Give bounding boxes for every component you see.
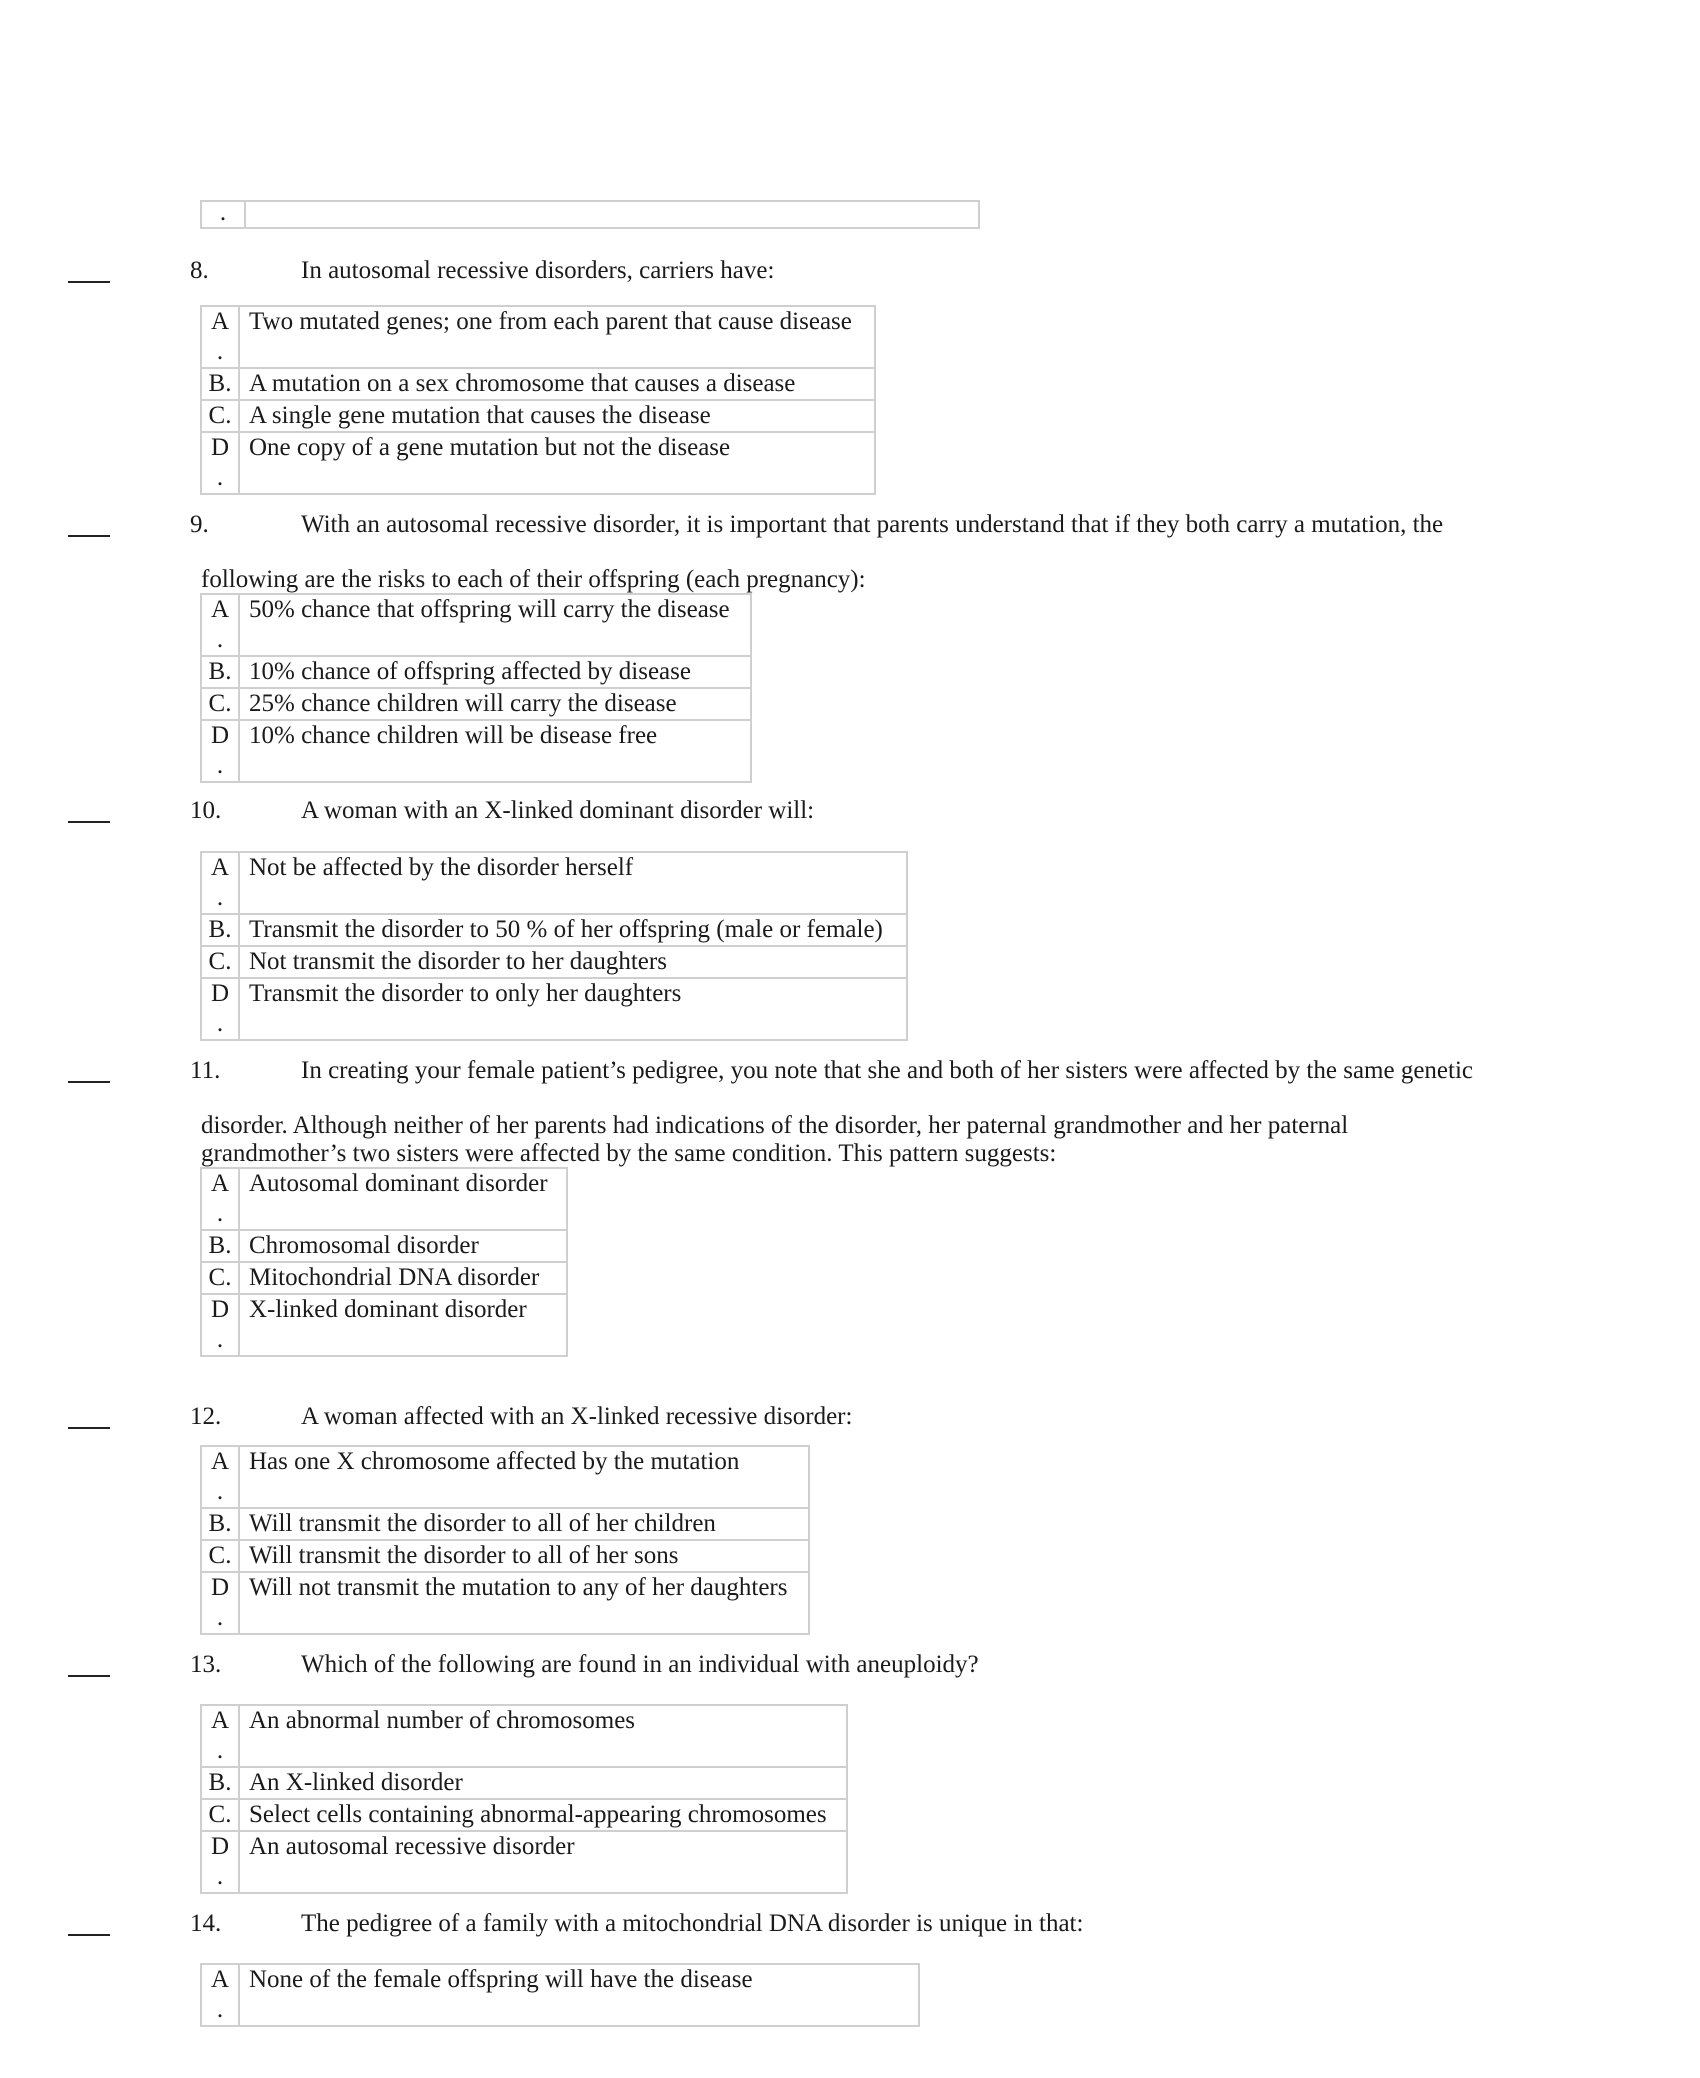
option-letter: B. xyxy=(201,1508,239,1540)
option-text: One copy of a gene mutation but not the disease xyxy=(239,432,875,494)
question-text-continuation: grandmother’s two sisters were affected by the same condition. This pattern suggests: xyxy=(201,1140,1057,1167)
option-text: Not be affected by the disorder herself xyxy=(239,852,907,914)
options-table xyxy=(200,851,908,1041)
option-letter: A . xyxy=(201,1168,239,1230)
question-number: 9. xyxy=(190,511,209,538)
option-letter: D . xyxy=(201,1572,239,1634)
answer-blank[interactable] xyxy=(68,1934,110,1936)
question-text: With an autosomal recessive disorder, it is important that parents understand that if they both carry a mutation, the xyxy=(301,511,1444,538)
question-text: In autosomal recessive disorders, carriers have: xyxy=(301,257,775,284)
question-number: 8. xyxy=(190,257,209,284)
option-letter: C. xyxy=(201,946,239,978)
option-text: None of the female offspring will have the disease xyxy=(239,1964,919,2026)
option-text: An abnormal number of chromosomes xyxy=(239,1705,847,1767)
question-number: 13. xyxy=(190,1651,222,1678)
option-text: Will not transmit the mutation to any of her daughters xyxy=(239,1572,809,1634)
question-text: A woman with an X-linked dominant disorder will: xyxy=(301,797,815,824)
answer-blank[interactable] xyxy=(68,1427,110,1429)
answer-blank[interactable] xyxy=(68,1675,110,1677)
previous-options-table-fragment xyxy=(200,200,980,229)
option-letter: D . xyxy=(201,720,239,782)
option-letter: C. xyxy=(201,688,239,720)
answer-blank[interactable] xyxy=(68,535,110,537)
option-letter: C. xyxy=(201,1540,239,1572)
option-text: A mutation on a sex chromosome that causes a disease xyxy=(239,368,875,400)
option-text: Will transmit the disorder to all of her children xyxy=(239,1508,809,1540)
option-letter: A . xyxy=(201,306,239,368)
option-letter: A . xyxy=(201,852,239,914)
option-text: 50% chance that offspring will carry the disease xyxy=(239,594,751,656)
options-table xyxy=(200,593,752,783)
option-text: Will transmit the disorder to all of her sons xyxy=(239,1540,809,1572)
option-letter: A . xyxy=(201,594,239,656)
option-letter: B. xyxy=(201,914,239,946)
question-text: The pedigree of a family with a mitochondrial DNA disorder is unique in that: xyxy=(301,1910,1084,1937)
option-text: Mitochondrial DNA disorder xyxy=(239,1262,567,1294)
question-number: 14. xyxy=(190,1910,222,1937)
option-text: 10% chance of offspring affected by disease xyxy=(239,656,751,688)
option-text: Transmit the disorder to 50 % of her offspring (male or female) xyxy=(239,914,907,946)
options-table xyxy=(200,1963,920,2027)
question-number: 10. xyxy=(190,797,222,824)
option-letter: A . xyxy=(201,1446,239,1508)
option-text: 25% chance children will carry the disease xyxy=(239,688,751,720)
option-letter-cell: . xyxy=(202,202,246,227)
option-letter: D . xyxy=(201,432,239,494)
option-text: Not transmit the disorder to her daughters xyxy=(239,946,907,978)
option-letter: B. xyxy=(201,1230,239,1262)
option-text: A single gene mutation that causes the disease xyxy=(239,400,875,432)
option-text: Transmit the disorder to only her daughters xyxy=(239,978,907,1040)
option-letter: C. xyxy=(201,1262,239,1294)
options-table xyxy=(200,1167,568,1357)
option-text: Autosomal dominant disorder xyxy=(239,1168,567,1230)
option-letter: A . xyxy=(201,1964,239,2026)
option-text: X-linked dominant disorder xyxy=(239,1294,567,1356)
option-letter: D . xyxy=(201,978,239,1040)
question-text: A woman affected with an X-linked recessive disorder: xyxy=(301,1403,853,1430)
option-letter: B. xyxy=(201,1767,239,1799)
question-number: 11. xyxy=(190,1057,221,1084)
option-letter: D . xyxy=(201,1831,239,1893)
options-table xyxy=(200,1704,848,1894)
options-table xyxy=(200,305,876,495)
option-text: Chromosomal disorder xyxy=(239,1230,567,1262)
option-letter: A . xyxy=(201,1705,239,1767)
question-number: 12. xyxy=(190,1403,222,1430)
option-text: Has one X chromosome affected by the mutation xyxy=(239,1446,809,1508)
option-text: An X-linked disorder xyxy=(239,1767,847,1799)
question-text-continuation: disorder. Although neither of her parents had indications of the disorder, her paternal grandmother and her paternal xyxy=(201,1112,1349,1139)
option-text: Two mutated genes; one from each parent that cause disease xyxy=(239,306,875,368)
option-letter: C. xyxy=(201,400,239,432)
answer-blank[interactable] xyxy=(68,1081,110,1083)
option-letter: D . xyxy=(201,1294,239,1356)
question-text-continuation: following are the risks to each of their offspring (each pregnancy): xyxy=(201,566,866,593)
option-text: Select cells containing abnormal-appearing chromosomes xyxy=(239,1799,847,1831)
options-table xyxy=(200,1445,810,1635)
question-text: In creating your female patient’s pedigree, you note that she and both of her sisters were affected by the same genetic xyxy=(301,1057,1474,1084)
answer-blank[interactable] xyxy=(68,821,110,823)
option-letter: C. xyxy=(201,1799,239,1831)
option-text: An autosomal recessive disorder xyxy=(239,1831,847,1893)
question-text: Which of the following are found in an individual with aneuploidy? xyxy=(301,1651,979,1678)
option-letter: B. xyxy=(201,368,239,400)
option-letter: B. xyxy=(201,656,239,688)
answer-blank[interactable] xyxy=(68,281,110,283)
option-text: 10% chance children will be disease free xyxy=(239,720,751,782)
